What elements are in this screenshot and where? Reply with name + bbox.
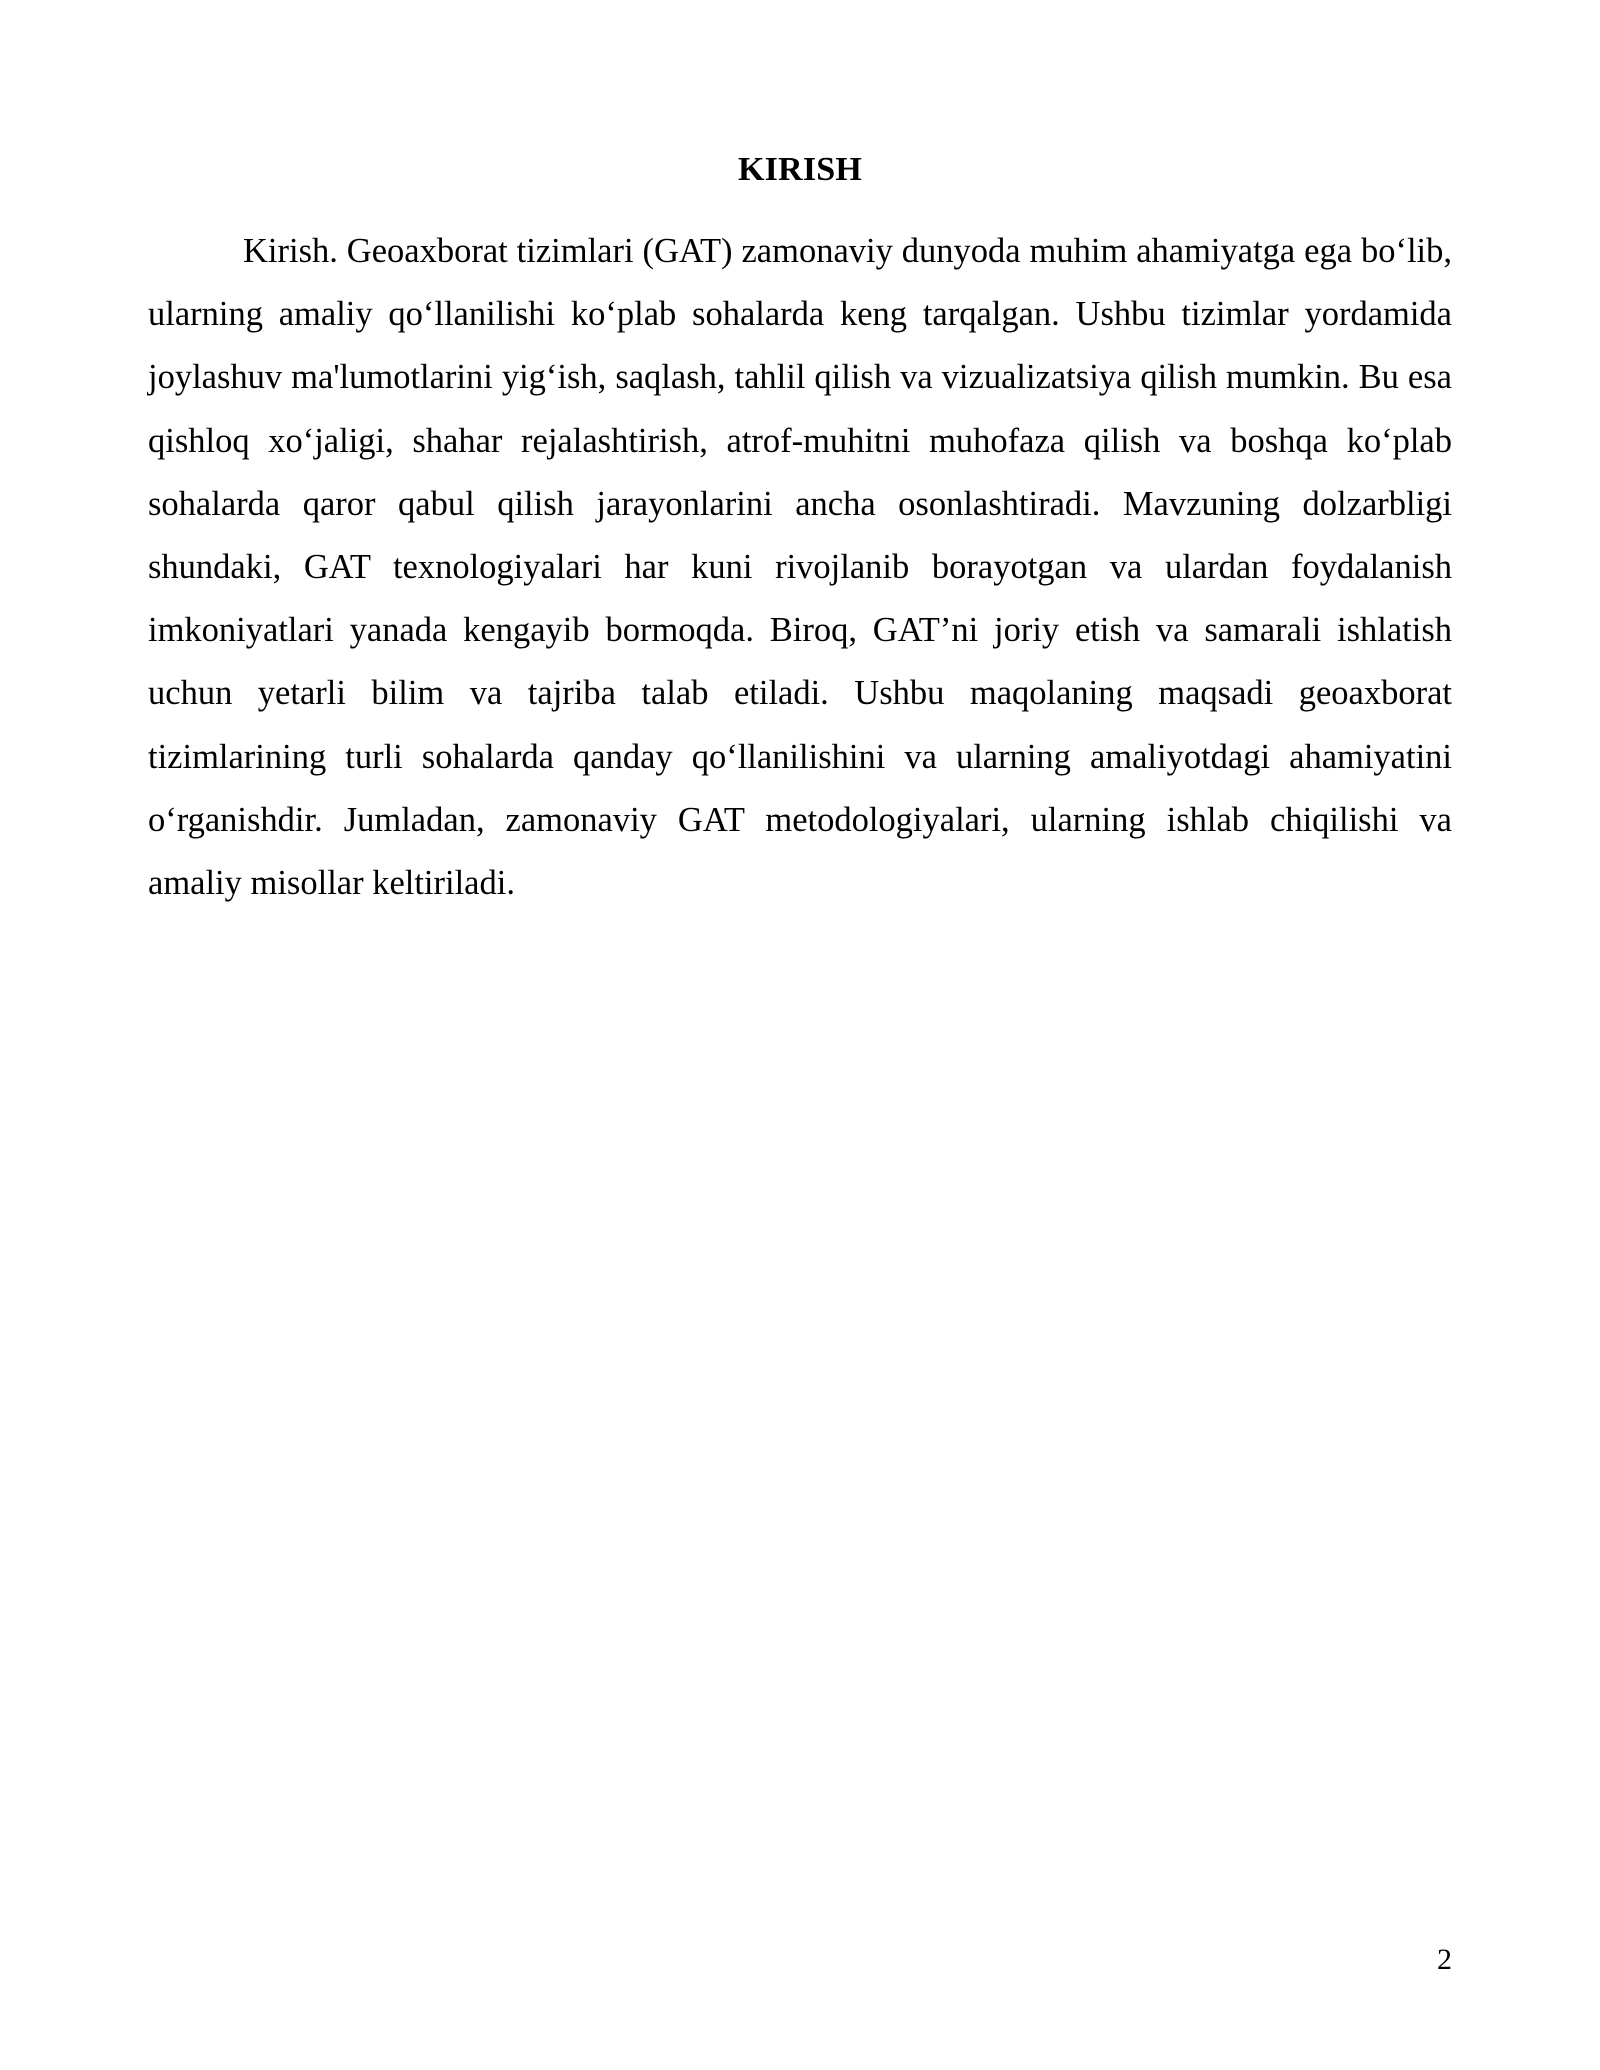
section-heading: KIRISH — [737, 151, 863, 188]
page-number: 2 — [1437, 1943, 1452, 1976]
body-paragraph: Kirish. Geoaxborat tizimlari (GAT) zamonaviy dunyoda muhim ahamiyatga ega bo‘lib, ularning amaliy qo‘llanilishi ko‘plab sohalarda keng tarqalgan. Ushbu tizimlar yordamida joylashuv ma'lumotlarini yig‘ish, saqlash, tahlil qilish va vizualizatsiya qilish mumkin. Bu esa qishloq xo‘jaligi, shahar rejalashtirish, atrof-muhitni muhofaza qilish va boshqa ko‘plab sohalarda qaror qabul qilish jarayonlarini ancha osonlashtiradi. Mavzuning dolzarbligi shundaki, GAT texnologiyalari har kuni rivojlanib borayotgan va ulardan foydalanish imkoniyatlari yanada kengayib bormoqda. Biroq, GAT’ni joriy etish va samarali ishlatish uchun yetarli bilim va tajriba talab etiladi. Ushbu maqolaning maqsadi geoaxborat tizimlarining turli sohalarda qanday qo‘llanilishini va ularning amaliyotdagi ahamiyatini o‘rganishdir. Jumladan, zamonaviy GAT metodologiyalari, ularning ishlab chiqilishi va amaliy misollar keltiriladi. — [148, 232, 1452, 903]
